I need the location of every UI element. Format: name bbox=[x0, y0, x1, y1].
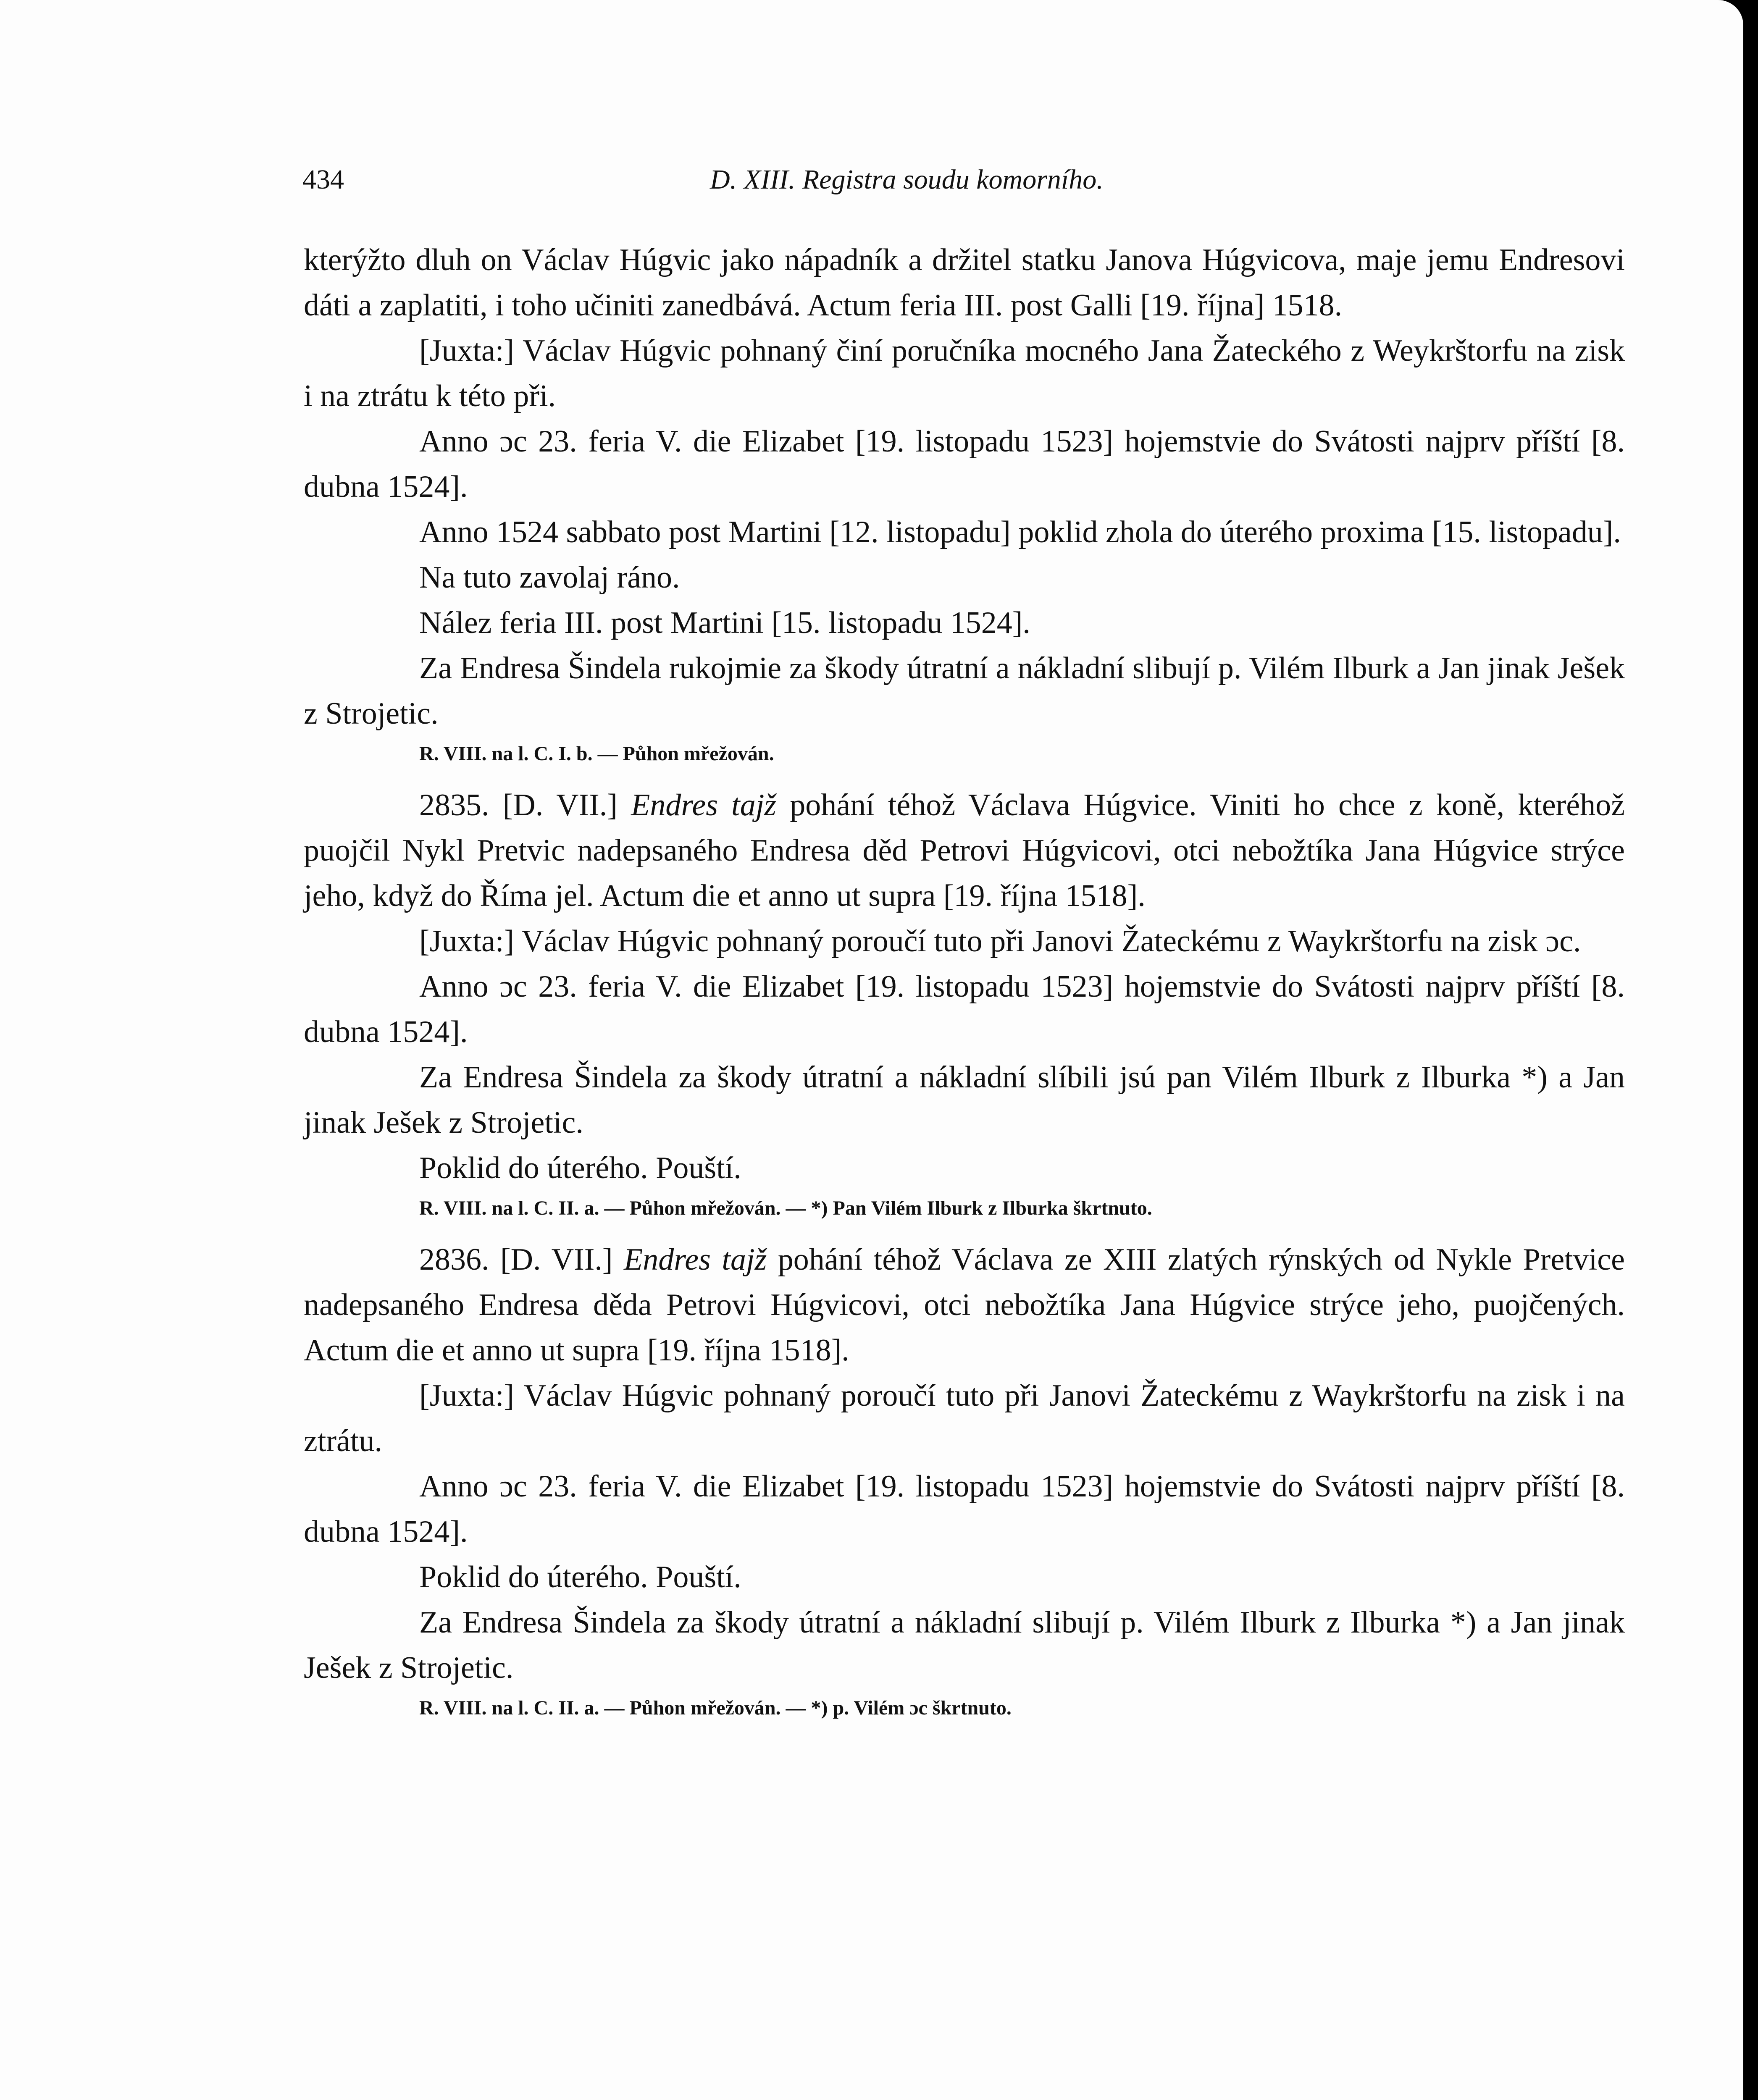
entry-parties: Endres tajž bbox=[631, 788, 777, 822]
entry-2836 bbox=[304, 1237, 1625, 1373]
entry-number: 2836. [D. VII.] bbox=[419, 1242, 613, 1277]
entry-2835 bbox=[304, 782, 1625, 919]
running-title: D. XIII. Registra soudu komorního. bbox=[710, 164, 1104, 195]
entry-text: pohání téhož Václava ze XIII zlatých rýnských od Nykle Pretvice nadepsaného Endresa děda Petrovi Húgvicovi, otci nebožtíka Jana Húgvice strýce jeho, puojčených. Actum die et anno ut supra [19. října 1518]. bbox=[304, 1242, 1625, 1368]
paragraph: Anno ɔc 23. feria V. die Elizabet [19. listopadu 1523] hojemstvie do Svátosti najprv příští [8. dubna 1524]. bbox=[304, 969, 1625, 1049]
paragraph: kterýžto dluh on Václav Húgvic jako nápadník a držitel statku Janova Húgvicova, maje jemu Endresovi dáti a zaplatiti, i toho učiniti zanedbává. Actum feria III. post Galli [19. října] 1518. bbox=[304, 243, 1625, 323]
paragraph: Za Endresa Šindela za škody útratní a nákladní slíbili jsú pan Vilém Ilburk z Ilburka *) a Jan jinak Ješek z Strojetic. bbox=[304, 1060, 1625, 1140]
body-text bbox=[304, 237, 1625, 1735]
paragraph: Na tuto zavolaj ráno. bbox=[419, 560, 680, 595]
paragraph: Poklid do úterého. Pouští. bbox=[419, 1151, 741, 1185]
paragraph: Poklid do úterého. Pouští. bbox=[419, 1560, 741, 1594]
entry-number: 2835. [D. VII.] bbox=[419, 788, 618, 822]
paragraph: [Juxta:] Václav Húgvic pohnaný poroučí tuto při Janovi Žateckému z Waykrštorfu na zisk ɔc. bbox=[419, 924, 1581, 958]
paragraph: [Juxta:] Václav Húgvic pohnaný poroučí tuto při Janovi Žateckému z Waykrštorfu na zisk i na ztrátu. bbox=[304, 1378, 1625, 1458]
source-note: R. VIII. na l. C. II. a. — Půhon mřežován. — *) p. Vilém ɔc škrtnuto. bbox=[419, 1697, 1012, 1719]
source-note: R. VIII. na l. C. I. b. — Půhon mřežován. bbox=[419, 743, 774, 765]
paragraph: Anno ɔc 23. feria V. die Elizabet [19. listopadu 1523] hojemstvie do Svátosti najprv příští [8. dubna 1524]. bbox=[304, 424, 1625, 504]
entry-parties: Endres tajž bbox=[624, 1242, 767, 1277]
paragraph: Za Endresa Šindela rukojmie za škody útratní a nákladní slibují p. Vilém Ilburk a Jan jinak Ješek z Strojetic. bbox=[304, 651, 1625, 731]
page-number: 434 bbox=[302, 164, 344, 195]
paragraph: [Juxta:] Václav Húgvic pohnaný činí poručníka mocného Jana Žateckého z Weykrštorfu na zisk i na ztrátu k této při. bbox=[304, 333, 1625, 413]
entry-text: pohání téhož Václava Húgvice. Viniti ho chce z koně, kteréhož puojčil Nykl Pretvic nadepsaného Endresa děd Petrovi Húgvicovi, otci nebožtíka Jana Húgvice strýce jeho, když do Říma jel. Actum die et anno ut supra [19. října 1518]. bbox=[304, 788, 1625, 913]
paragraph: Nález feria III. post Martini [15. listopadu 1524]. bbox=[419, 606, 1030, 640]
page-header bbox=[0, 164, 1743, 210]
paragraph: Anno ɔc 23. feria V. die Elizabet [19. listopadu 1523] hojemstvie do Svátosti najprv příští [8. dubna 1524]. bbox=[304, 1469, 1625, 1549]
paragraph: Za Endresa Šindela za škody útratní a nákladní slibují p. Vilém Ilburk z Ilburka *) a Jan jinak Ješek z Strojetic. bbox=[304, 1605, 1625, 1685]
source-note: R. VIII. na l. C. II. a. — Půhon mřežován. — *) Pan Vilém Ilburk z Ilburka škrtnuto. bbox=[419, 1197, 1152, 1219]
paragraph: Anno 1524 sabbato post Martini [12. listopadu] poklid zhola do úterého proxima [15. listopadu]. bbox=[419, 515, 1621, 549]
